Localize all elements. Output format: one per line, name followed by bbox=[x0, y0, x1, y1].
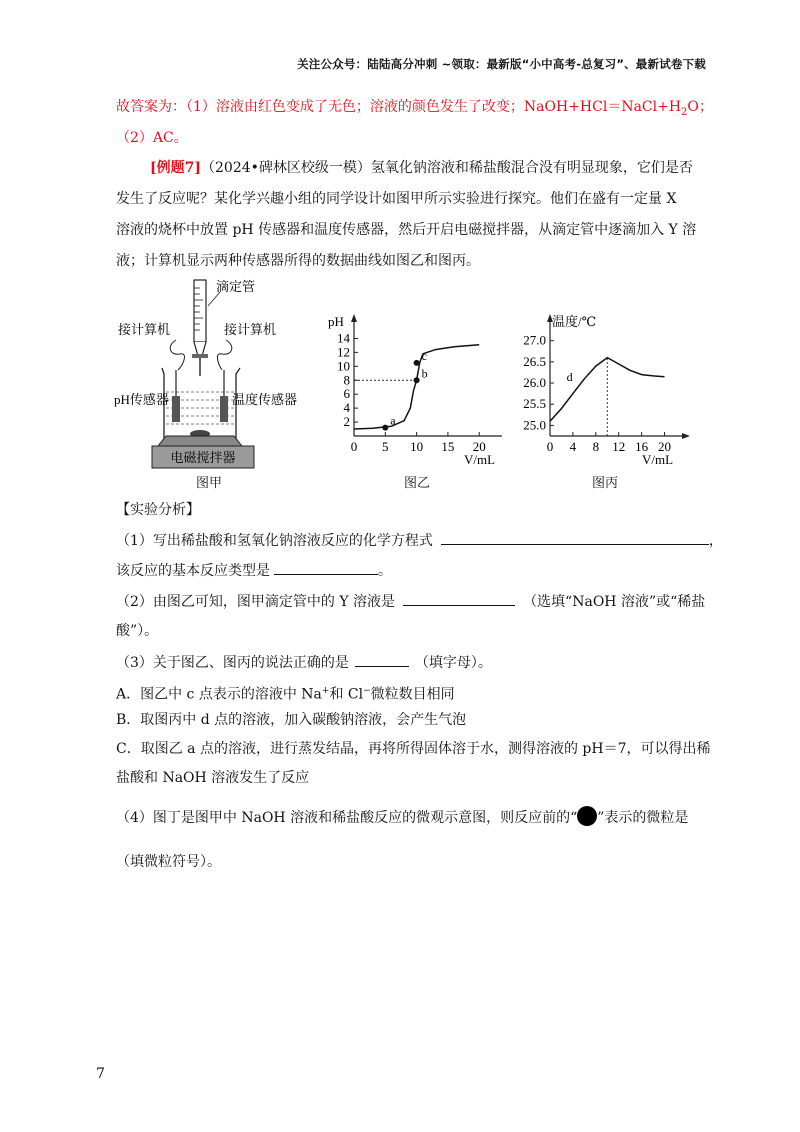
t-y-tick-label: 26.5 bbox=[523, 353, 546, 369]
q1-line-a: （1）写出稀盐酸和氢氧化钠溶液反应的化学方程式 ， bbox=[116, 530, 723, 551]
q4-line-c bbox=[116, 851, 221, 872]
black-particle-icon bbox=[577, 806, 597, 826]
ph-y-tick-label: 2 bbox=[343, 414, 350, 430]
ph-x-tick-label: 10 bbox=[410, 439, 424, 454]
q2-line-a bbox=[116, 591, 705, 612]
ph-y-tick-label: 14 bbox=[337, 330, 350, 346]
q3-blank[interactable] bbox=[355, 652, 409, 667]
ph-x-label: V/mL bbox=[464, 452, 496, 467]
option-c-line-2: 盐酸和 NaOH 溶液发生了反应 bbox=[116, 770, 310, 786]
answer-line-1 bbox=[116, 97, 713, 123]
example-line-2: 发生了反应呢？某化学兴趣小组的同学设计如图甲所示实验进行探究。他们在盛有一定量 X bbox=[116, 191, 677, 207]
q1-blank-equation[interactable] bbox=[441, 530, 709, 545]
q3-line bbox=[116, 652, 492, 673]
ph-sensor-label: pH传感器 bbox=[114, 392, 169, 407]
option-a-prefix: A．图乙中 c 点表示的溶液中 Na bbox=[116, 686, 322, 703]
stirrer-label: 电磁搅拌器 bbox=[170, 450, 236, 465]
ph-y-tick-label: 6 bbox=[343, 386, 350, 402]
computer-label-left: 接计算机 bbox=[118, 322, 171, 337]
option-a-mid: 和 Cl bbox=[329, 686, 364, 703]
q3-hint: （填字母）。 bbox=[414, 655, 492, 671]
example-line-3: 溶液的烧杯中放置 pH 传感器和温度传感器，然后开启电磁搅拌器，从滴定管中逐滴加入 Y 溶 bbox=[116, 222, 697, 238]
apparatus-figure bbox=[108, 276, 308, 490]
temp-sensor-label: 温度传感器 bbox=[232, 392, 298, 407]
t-y-tick-label: 26.0 bbox=[523, 375, 546, 391]
ph-y-tick-label: 8 bbox=[343, 372, 350, 388]
answer-line-2: （2）AC。 bbox=[116, 130, 188, 146]
ph-y-label: pH bbox=[328, 314, 344, 329]
answer-line-1-suffix: O； bbox=[687, 99, 713, 115]
example-line-1-text: （2024•碑林区校级一模）氢氧化钠溶液和稀盐酸混合没有明显现象，它们是否 bbox=[201, 160, 693, 176]
ph-chart bbox=[322, 312, 502, 468]
burette-tube bbox=[194, 280, 206, 342]
t-y-tick-label: 27.0 bbox=[523, 332, 546, 348]
ph-y-tick-label: 4 bbox=[343, 400, 350, 416]
ph-point-label-b: b bbox=[421, 366, 428, 381]
t-x-label: V/mL bbox=[642, 452, 674, 467]
burette-stopcock bbox=[192, 354, 208, 358]
temp-sensor bbox=[220, 396, 228, 422]
temperature-chart bbox=[508, 312, 692, 468]
ph-point-b bbox=[414, 377, 420, 383]
q2-hint: （选填“NaOH 溶液”或“稀盐 bbox=[523, 594, 706, 610]
t-point-label-d: d bbox=[566, 370, 573, 385]
page-header: 关注公众号：陆陆高分冲刺 ~领取：最新版“小中高考-总复习”、最新试卷下载 bbox=[297, 57, 706, 71]
t-x-tick-label: 0 bbox=[546, 439, 554, 454]
t-x-tick-label: 4 bbox=[569, 439, 577, 454]
caption-bing: 图丙 bbox=[592, 476, 619, 491]
option-c-line-1: C．取图乙 a 点的溶液，进行蒸发结晶，再将所得固体溶于水，测得溶液的 pH＝7，可以得出稀 bbox=[116, 741, 711, 757]
ph-point-c bbox=[414, 360, 420, 366]
caption-yi: 图乙 bbox=[404, 476, 431, 491]
t-x-tick-label: 12 bbox=[612, 439, 626, 454]
analysis-title: 【实验分析】 bbox=[116, 502, 200, 518]
option-a-suffix: 微粒数目相同 bbox=[370, 686, 455, 703]
burette-label: 滴定管 bbox=[216, 279, 256, 294]
ph-series-line bbox=[354, 345, 479, 429]
option-a-sup-minus: − bbox=[363, 686, 371, 696]
example-line-4: 液；计算机显示两种传感器所得的数据曲线如图乙和图丙。 bbox=[116, 253, 480, 269]
ph-x-tick-label: 20 bbox=[472, 439, 486, 454]
t-x-tick-label: 20 bbox=[658, 439, 672, 454]
answer-subscript: 2 bbox=[681, 106, 688, 118]
ph-x-tick-label: 15 bbox=[441, 439, 455, 454]
q4-line bbox=[116, 806, 688, 828]
ph-sensor bbox=[172, 396, 180, 422]
q2-text: （2）由图乙可知，图甲滴定管中的 Y 溶液是 bbox=[116, 594, 396, 610]
example-line-1 bbox=[150, 158, 693, 178]
q3-text: （3）关于图乙、图丙的说法正确的是 bbox=[116, 655, 349, 671]
ph-y-arrow bbox=[351, 314, 357, 322]
ph-point-a bbox=[382, 425, 388, 431]
q1-line-b: 该反应的基本反应类型是 。 bbox=[116, 560, 392, 581]
page-number: 7 bbox=[96, 1066, 105, 1082]
option-a bbox=[116, 681, 455, 705]
t-x-tick-label: 8 bbox=[592, 439, 600, 454]
q2-line-b: 酸”）。 bbox=[116, 623, 159, 639]
q1-blank-type[interactable] bbox=[274, 560, 378, 575]
ph-point-label-a: a bbox=[390, 413, 396, 428]
example-tag: [例题7] bbox=[150, 160, 201, 176]
q1-type-text: 该反应的基本反应类型是 bbox=[116, 563, 270, 579]
option-a-sup-plus: + bbox=[321, 686, 330, 696]
t-x-arrow bbox=[682, 433, 690, 439]
answer-line-1-prefix: 故答案为：（1）溶液由红色变成了无色；溶液的颜色发生了改变；NaOH+HCl＝NaCl+H bbox=[116, 99, 682, 115]
q4-text-b: ”表示的微粒是 bbox=[597, 810, 689, 826]
caption-jia: 图甲 bbox=[196, 476, 223, 491]
q2-blank[interactable] bbox=[403, 591, 515, 606]
q4-text: （4）图丁是图甲中 NaOH 溶液和稀盐酸反应的微观示意图，则反应前的“ bbox=[116, 810, 578, 826]
computer-label-right: 接计算机 bbox=[224, 322, 277, 337]
ph-point-label-c: c bbox=[421, 348, 427, 363]
option-b: B．取图丙中 d 点的溶液，加入碳酸钠溶液，会产生气泡 bbox=[116, 712, 467, 728]
ph-x-tick-label: 5 bbox=[382, 439, 389, 454]
ph-y-tick-label: 10 bbox=[337, 358, 350, 374]
t-y-tick-label: 25.5 bbox=[523, 396, 546, 412]
t-x-tick-label: 16 bbox=[635, 439, 649, 454]
t-y-tick-label: 25.0 bbox=[523, 417, 546, 433]
t-y-label: 温度/℃ bbox=[552, 314, 597, 329]
q1-text: （1）写出稀盐酸和氢氧化钠溶液反应的化学方程式 bbox=[116, 533, 433, 549]
ph-y-tick-label: 12 bbox=[337, 344, 350, 360]
q4-hint: （填微粒符号）。 bbox=[116, 854, 221, 870]
ph-x-tick-label: 0 bbox=[350, 439, 358, 454]
